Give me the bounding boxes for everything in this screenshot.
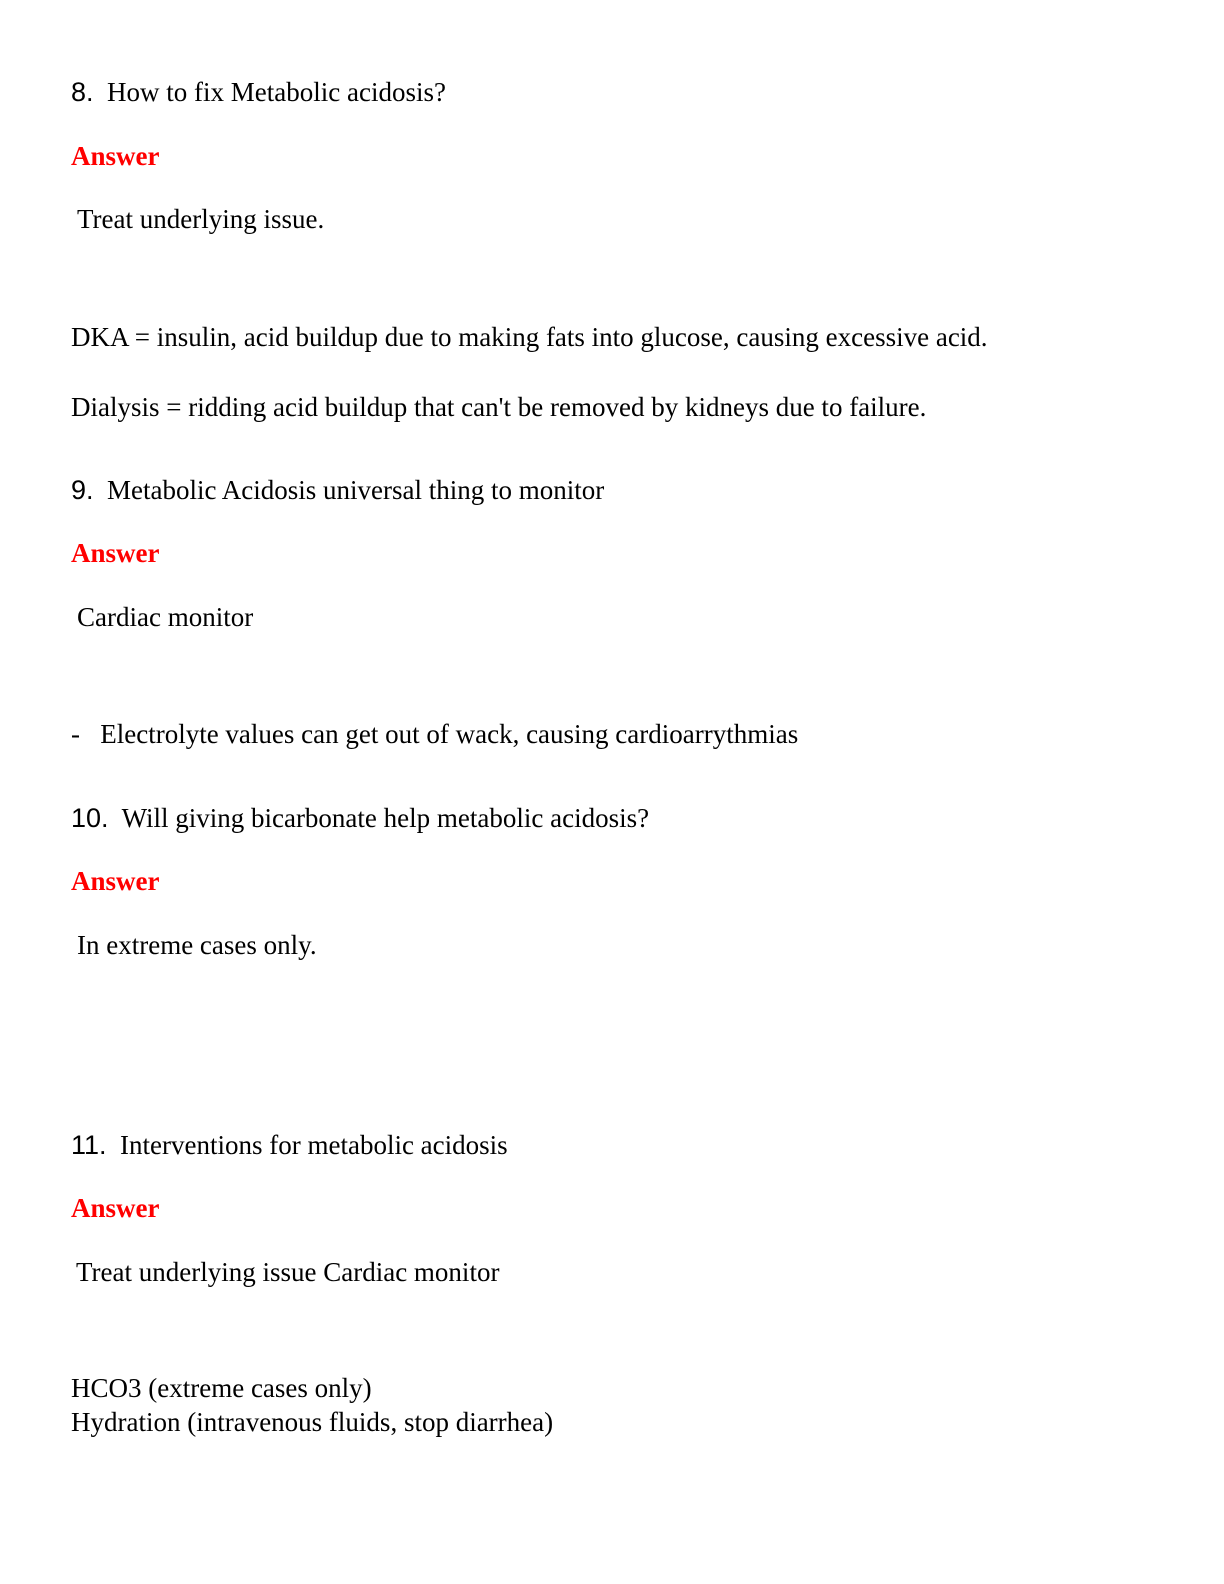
question-text: Metabolic Acidosis universal thing to monitor [107, 475, 605, 505]
note-line: Hydration (intravenous fluids, stop diarrhea) [71, 1407, 554, 1437]
note-line: - Electrolyte values can get out of wack, causing cardioarrythmias [71, 719, 799, 749]
answer-label: Answer [71, 538, 160, 568]
question-text: Interventions for metabolic acidosis [120, 1130, 508, 1160]
answer-text: Treat underlying issue. [77, 204, 325, 234]
answer-text: Cardiac monitor [77, 602, 254, 632]
question-8 [71, 76, 446, 108]
answer-label: Answer [71, 141, 160, 171]
answer-label: Answer [71, 866, 160, 896]
question-text: Will giving bicarbonate help metabolic acidosis? [121, 803, 650, 833]
answer-label: Answer [71, 1193, 160, 1223]
question-number: 10. [71, 803, 109, 833]
question-text: How to fix Metabolic acidosis? [107, 77, 446, 107]
note-line: Dialysis = ridding acid buildup that can't be removed by kidneys due to failure. [71, 392, 927, 422]
note-line: HCO3 (extreme cases only) [71, 1373, 372, 1403]
question-11 [71, 1129, 508, 1161]
question-number: 8. [71, 77, 94, 107]
question-number: 9. [71, 475, 94, 505]
note-line: DKA = insulin, acid buildup due to making fats into glucose, causing excessive acid. [71, 322, 988, 352]
answer-text: In extreme cases only. [77, 930, 317, 960]
question-10 [71, 802, 649, 834]
question-9 [71, 474, 604, 506]
answer-text: Treat underlying issue Cardiac monitor [76, 1257, 500, 1287]
question-number: 11. [71, 1130, 107, 1160]
